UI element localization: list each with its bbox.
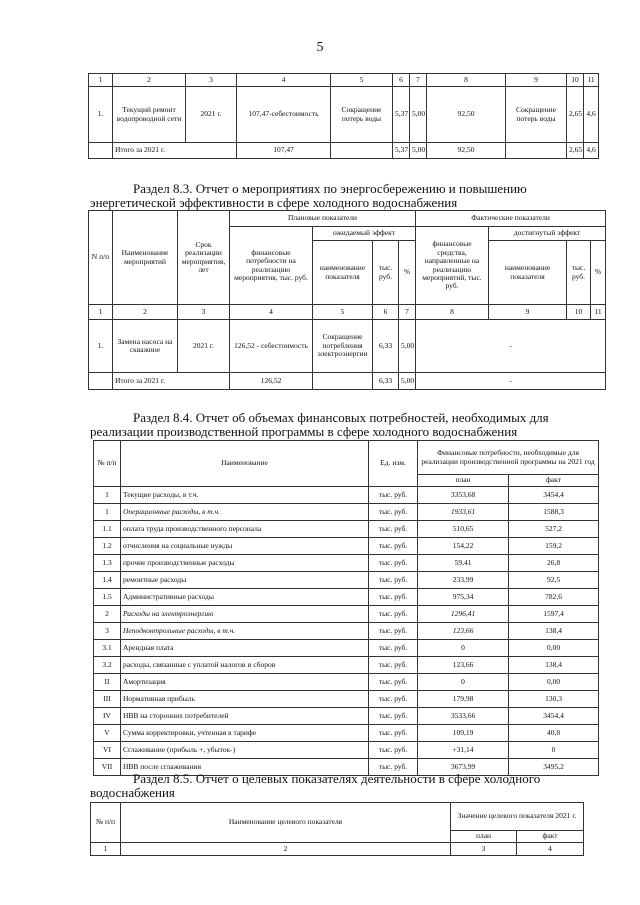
table-row: 3 Неподконтрольные расходы, в т.ч. тыс. руб. 123,66 138,4 (94, 623, 599, 640)
table-row: VI Сглаживание (прибыль +, убыток-) тыс. руб. +31,14 0 (94, 742, 599, 759)
table-row: 1.4 ремонтные расходы тыс. руб. 233,99 92,5 (94, 572, 599, 589)
table-target-indicators: № п/п Наименование целевого показателя Значение целевого показателя 2021 г. план факт 1 2 3 4 (90, 802, 584, 856)
table-energy-saving: N п/п Наименование мероприятий Срок реализации мероприятия, лет Плановые показатели Фактические показатели финансовые потребности на реализацию мероприятия, тыс. руб. ожидаемый эффект финансовые средства, направленные на реализацию мероприятий, тыс. руб. достигнутый эффект наименование показателя тыс. руб. % наименование показателя тыс. руб. % 1 2 3 4 5 6 7 8 9 10 11 1. Замена насоса на скважине 2021 г. 126,52 - себестоимость Сокращение потребления электроэнергии 6,33 5,00 - Итого за 2021 г. 126,52 6,33 5,00 - (88, 210, 606, 390)
table-row: 1.3 прочие производственные расходы тыс. руб. 59,41 26,8 (94, 555, 599, 572)
table-row: VII НВВ после сглаживания тыс. руб. 3673,99 3495,2 (94, 759, 599, 776)
table-continuation (88, 73, 599, 159)
table-row: 3.1 Арендная плата тыс. руб. 0 0,00 (94, 640, 599, 657)
section-8-4-heading-line1: Раздел 8.4. Отчет об объемах финансовых потребностей, необходимых для (133, 410, 549, 425)
table-row: 1 Операционные расходы, в т.ч. тыс. руб. 1933,61 1588,3 (94, 504, 599, 521)
table-row: 1. Замена насоса на скважине 2021 г. 126,52 - себестоимость Сокращение потребления электроэнергии 6,33 5,00 - (89, 320, 606, 373)
section-8-5-heading-line2: водоснабжения (90, 785, 175, 800)
table-row: IV НВВ на сторонних потребителей тыс. руб. 3533,66 3454,4 (94, 708, 599, 725)
table-row: 2 Расходы на электроэнергию тыс. руб. 1296,41 1597,4 (94, 606, 599, 623)
table-row: 1. Текущий ремонт водопроводной сети 2021 г. 107,47-себестоимость Сокращение потерь воды 5,37 5,00 92,50 Сокращение потерь воды 2,65 4,6 (89, 87, 599, 143)
table-row: III Нормативная прибыль тыс. руб. 179,98 130,3 (94, 691, 599, 708)
table-row: II Амортизация тыс. руб. 0 0,00 (94, 674, 599, 691)
table-total-row: Итого за 2021 г. 126,52 6,33 5,00 - (89, 373, 606, 390)
table-row: 1.1 оплата труда производственного персонала тыс. руб. 510,65 527,2 (94, 521, 599, 538)
page-number: 5 (316, 40, 324, 55)
table-row: 1.2 отчисления на социальные нужды тыс. руб. 154,22 159,2 (94, 538, 599, 555)
table-total-row: Итого за 2021 г. 107,47 5,37 5,00 92,50 2,65 4,6 (89, 143, 599, 159)
section-8-3-heading-line2: энергетической эффективности в сфере холодного водоснабжения (90, 195, 458, 210)
table-row: 3.2 расходы, связанные с уплатой налогов и сборов тыс. руб. 123,66 138,4 (94, 657, 599, 674)
table-row: 1.5 Административные расходы тыс. руб. 975,34 782,6 (94, 589, 599, 606)
table-row: V Сумма корректировки, учтенная в тарифе тыс. руб. 109,19 40,8 (94, 725, 599, 742)
table-financial-needs: № п/п Наименование Ед. изм. Финансовые потребности, необходимые для реализации производственной программы на 2021 год план факт 1 Текущие расходы, в т.ч. тыс. руб. 3353,68 3454,4 1 Операционные расходы, в т.ч. тыс. руб. 1933,61 1588,3 1.1 оплата труда производственного персонала тыс. руб. 510,65 527,2 1.2 отчисления на социальные нужды тыс. руб. 154,22 159,2 1.3 прочие производственные расходы тыс. руб. 59,41 26,8 1.4 ремонтные расходы тыс. руб. 233,99 92,5 1.5 Административные расходы тыс. руб. 975,34 782,6 2 Расходы на электроэнергию тыс. руб. 1296,41 1597,4 3 Неподконтрольные расходы, в т.ч. тыс. руб. 123,66 138,4 3.1 Арендная плата тыс. руб. 0 0,00 3.2 расходы, связанные с уплатой налогов и сборов тыс. руб. 123,66 138,4 II Амортизация тыс. руб. 0 0,00 III Нормативная прибыль тыс. руб. 179,98 130,3 IV НВВ на сторонних потребителей тыс. руб. 3533,66 3454,4 V Сумма корректировки, учтенная в тарифе тыс. руб. 109,19 40,8 VI Сглаживание (прибыль +, убыток-) тыс. руб. +31,14 0 VII НВВ после сглаживания тыс. руб. 3673,99 3495,2 (93, 440, 599, 776)
table-header-nums: 1 2 3 4 (91, 843, 584, 856)
section-8-4-heading-line2: реализации производственной программы в сфере холодного водоснабжения (90, 424, 518, 439)
table-row: 1 Текущие расходы, в т.ч. тыс. руб. 3353,68 3454,4 (94, 487, 599, 504)
table-header-nums: 1 2 3 4 5 6 7 8 9 10 11 (89, 305, 606, 320)
table-header-nums: 1 2 3 4 5 6 7 8 9 10 11 (89, 74, 599, 87)
section-8-5-heading-line1: Раздел 8.5. Отчет о целевых показателях деятельности в сфере холодного (133, 771, 541, 786)
section-8-3-heading-line1: Раздел 8.3. Отчет о мероприятиях по энергосбережению и повышению (133, 181, 527, 196)
